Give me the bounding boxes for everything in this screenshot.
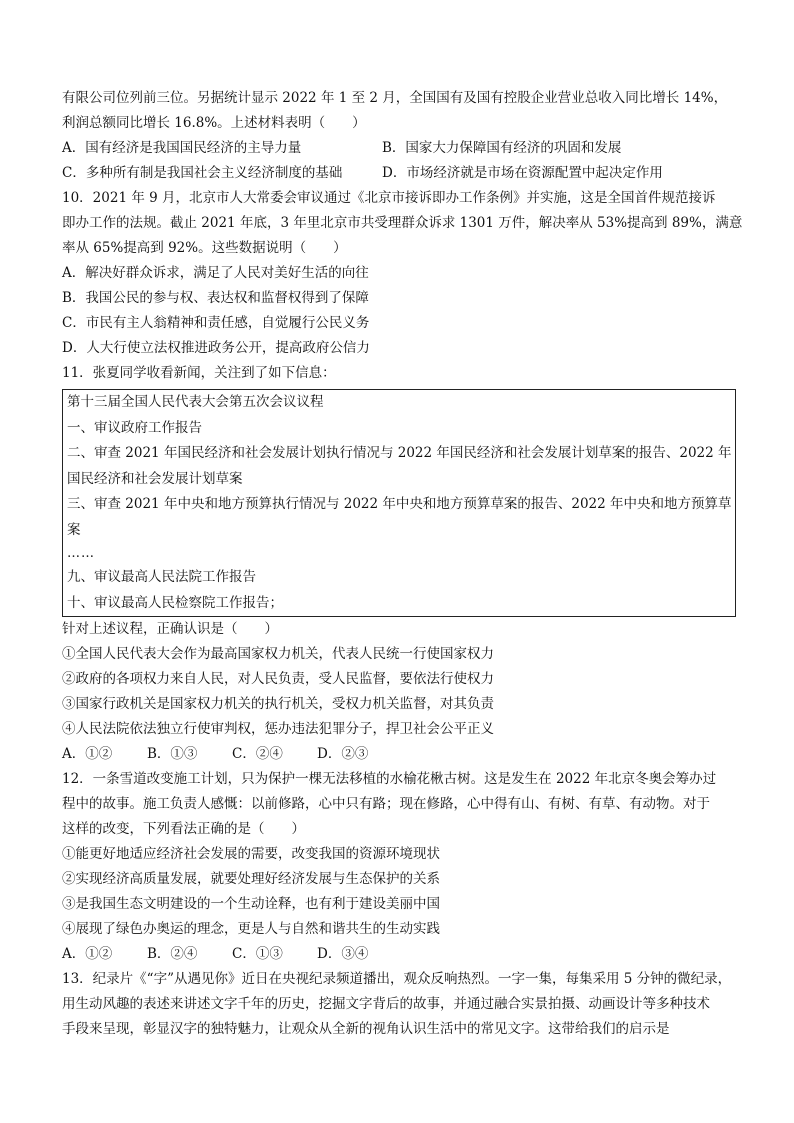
q11-question: 针对上述议程，正确认识是（ ） xyxy=(62,621,278,637)
q11-statement-4: ④人民法院依法独立行使审判权，惩办违法犯罪分子，捍卫社会公平正义 xyxy=(62,721,494,737)
q12-option-b[interactable]: B．②④ xyxy=(147,946,198,962)
q12-option-a[interactable]: A．①② xyxy=(62,946,113,962)
q9-text-line-2: 利润总额同比增长 16.8%。上述材料表明（ ） xyxy=(62,115,366,131)
agenda-item-1: 一、审议政府工作报告 xyxy=(67,419,202,436)
agenda-title: 第十三届全国人民代表大会第五次会议议程 xyxy=(67,394,324,410)
q12-stem-line-3: 这样的改变，下列看法正确的是（ ） xyxy=(62,821,305,837)
q12-statement-2: ②实现经济高质量发展，就要处理好经济发展与生态保护的关系 xyxy=(62,871,440,887)
q12-statement-1: ①能更好地适应经济社会发展的需要，改变我国的资源环境现状 xyxy=(62,846,440,862)
q9-option-a[interactable]: A．国有经济是我国国民经济的主导力量 xyxy=(62,140,302,156)
question-13 xyxy=(62,967,738,1042)
q10-option-d[interactable]: D．人大行使立法权推进政务公开，提高政府公信力 xyxy=(62,340,370,356)
agenda-item-2-line-2: 国民经济和社会发展计划草案 xyxy=(67,470,243,487)
q11-statement-1: ①全国人民代表大会作为最高国家权力机关，代表人民统一行使国家权力 xyxy=(62,646,494,662)
q12-statement-4: ④展现了绿色办奥运的理念，更是人与自然和谐共生的生动实践 xyxy=(62,921,440,937)
q11-option-d[interactable]: D．②③ xyxy=(317,746,369,762)
q9-option-c[interactable]: C．多种所有制是我国社会主义经济制度的基础 xyxy=(62,165,343,181)
q10-stem-line-1: 10．2021 年 9 月，北京市人大常委会审议通过《北京市接诉即办工作条例》并实施，这是全国首件规范接诉 xyxy=(62,190,716,206)
exam-page xyxy=(62,86,743,1042)
agenda-item-9: 九、审议最高人民法院工作报告 xyxy=(67,569,256,585)
q11-option-b[interactable]: B．①③ xyxy=(147,746,198,762)
q10-option-a[interactable]: A．解决好群众诉求，满足了人民对美好生活的向往 xyxy=(62,265,369,281)
q11-option-c[interactable]: C．②④ xyxy=(232,746,283,762)
q11-options xyxy=(62,742,738,767)
q13-stem-line-2: 用生动风趣的表述来讲述文字千年的历史，挖掘文字背后的故事，并通过融合实景拍摄、动画设计等多种技术 xyxy=(62,996,710,1012)
q13-stem-line-1: 13．纪录片《“字”从遇见你》近日在央视纪录频道播出，观众反响热烈。一字一集，每集采用 5 分钟的微纪录， xyxy=(62,971,732,987)
q12-statement-3: ③是我国生态文明建设的一个生动诠释，也有利于建设美丽中国 xyxy=(62,896,440,912)
q9-options-row-1 xyxy=(62,136,738,161)
q11-statement-3: ③国家行政机关是国家权力机关的执行机关，受权力机关监督，对其负责 xyxy=(62,696,494,712)
q12-stem-line-1: 12．一条雪道改变施工计划，只为保护一棵无法移植的水榆花楸古树。这是发生在 2022 年北京冬奥会筹办过 xyxy=(62,771,717,787)
q12-option-c[interactable]: C．①③ xyxy=(232,946,283,962)
q12-option-d[interactable]: D．③④ xyxy=(317,946,369,962)
q9-option-d[interactable]: D．市场经济就是市场在资源配置中起决定作用 xyxy=(382,165,663,181)
agenda-item-10: 十、审议最高人民检察院工作报告； xyxy=(67,594,283,611)
agenda-item-3-line-2: 案 xyxy=(67,521,81,538)
q11-option-a[interactable]: A．①② xyxy=(62,746,113,762)
question-11 xyxy=(62,361,738,767)
q10-option-c[interactable]: C．市民有主人翁精神和责任感，自觉履行公民义务 xyxy=(62,315,370,331)
q10-option-b[interactable]: B．我国公民的参与权、表达权和监督权得到了保障 xyxy=(62,290,369,306)
question-9-continuation xyxy=(62,86,738,186)
agenda-item-3-line-1: 三、审查 2021 年中央和地方预算执行情况与 2022 年中央和地方预算草案的报告、2022 年中央和地方预算草 xyxy=(67,496,732,512)
question-10 xyxy=(62,186,743,361)
q10-stem-line-3: 率从 65%提高到 92%。这些数据说明（ ） xyxy=(62,240,347,256)
q11-agenda-box xyxy=(62,389,736,617)
q12-options xyxy=(62,942,738,967)
q9-options-row-2 xyxy=(62,161,738,186)
agenda-ellipsis: …… xyxy=(67,546,95,561)
q11-stem: 11．张夏同学收看新闻，关注到了如下信息： xyxy=(62,365,336,381)
q11-statement-2: ②政府的各项权力来自人民，对人民负责，受人民监督，要依法行使权力 xyxy=(62,671,494,687)
q10-stem-line-2: 即办工作的法规。截止 2021 年底，3 年里北京市共受理群众诉求 1301 万件，解决率从 53%提高到 89%，满意 xyxy=(62,215,743,231)
q13-stem-line-3: 手段来呈现，彰显汉字的独特魅力，让观众从全新的视角认识生活中的常见文字。这带给我们的启示是 xyxy=(62,1021,670,1037)
agenda-item-2-line-1: 二、审查 2021 年国民经济和社会发展计划执行情况与 2022 年国民经济和社会发展计划草案的报告、2022 年 xyxy=(67,445,732,461)
q9-text-line-1: 有限公司位列前三位。另据统计显示 2022 年 1 至 2 月，全国国有及国有控股企业营业总收入同比增长 14%， xyxy=(62,90,728,106)
question-12 xyxy=(62,767,738,967)
q12-stem-line-2: 程中的故事。施工负责人感慨：以前修路，心中只有路；现在修路，心中得有山、有树、有草、有动物。对于 xyxy=(62,796,710,812)
q9-option-b[interactable]: B．国家大力保障国有经济的巩固和发展 xyxy=(382,140,622,156)
